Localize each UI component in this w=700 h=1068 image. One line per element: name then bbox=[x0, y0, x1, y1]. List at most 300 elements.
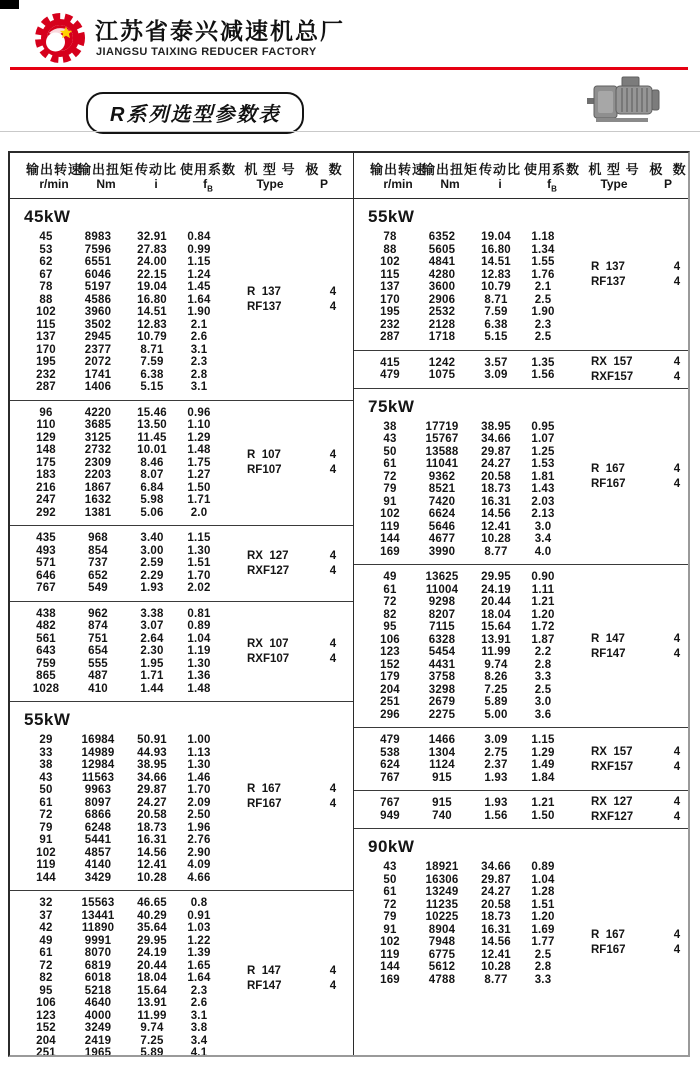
poles-unit: P bbox=[319, 177, 329, 191]
torque-unit: Nm bbox=[96, 177, 116, 191]
factor-cell: 0.81 bbox=[187, 607, 211, 620]
ratio-cell: 20.58 bbox=[481, 898, 511, 911]
factor-cell: 3.3 bbox=[534, 973, 552, 986]
factor-cell: 0.8 bbox=[190, 897, 208, 909]
factor-cell: 2.3 bbox=[534, 318, 552, 331]
torque-cell: 549 bbox=[88, 582, 108, 594]
speed-cell: 49 bbox=[383, 571, 397, 583]
speed-cell: 72 bbox=[39, 809, 53, 821]
factor-cell: 1.20 bbox=[531, 911, 555, 923]
ratio-cell: 5.00 bbox=[484, 708, 508, 721]
ratio-cell: 3.09 bbox=[484, 734, 508, 746]
speed-cell: 50 bbox=[39, 784, 53, 796]
type-label: R 107 bbox=[247, 449, 281, 462]
ratio-cell: 12.83 bbox=[137, 318, 167, 331]
ratio-cell: 1.56 bbox=[484, 809, 508, 822]
factor-cell: 1.28 bbox=[531, 886, 555, 898]
factor-cell: 4.0 bbox=[534, 545, 552, 558]
ratio-unit: i bbox=[154, 177, 158, 191]
ratio-cell: 2.59 bbox=[140, 557, 164, 569]
type-label: R 167 bbox=[591, 462, 625, 475]
type-label: RXF157 bbox=[591, 370, 634, 383]
torque-cell: 2679 bbox=[428, 696, 456, 708]
torque-cell: 15563 bbox=[81, 897, 115, 909]
ratio-cell: 7.59 bbox=[484, 306, 508, 318]
type-label: RX 127 bbox=[591, 796, 633, 808]
table-section bbox=[10, 525, 353, 601]
torque-cell: 15767 bbox=[425, 433, 459, 445]
speed-unit: r/min bbox=[383, 177, 413, 191]
factor-cell: 1.11 bbox=[531, 583, 555, 596]
speed-cell: 43 bbox=[383, 861, 397, 873]
poles-value: 4 bbox=[673, 745, 681, 758]
poles-value: 4 bbox=[329, 464, 337, 477]
type-line bbox=[247, 653, 340, 665]
torque-cell: 4857 bbox=[84, 846, 112, 859]
torque-cell: 4220 bbox=[84, 406, 112, 419]
factor-cell: 1.84 bbox=[531, 771, 555, 784]
type-label: RF167 bbox=[591, 943, 626, 956]
type-block bbox=[247, 602, 340, 702]
ratio-cell: 5.06 bbox=[140, 506, 164, 519]
type-label: R 147 bbox=[591, 632, 625, 645]
series-title-text: R系列选型参数表 bbox=[110, 104, 281, 126]
speed-cell: 79 bbox=[39, 821, 53, 834]
speed-cell: 561 bbox=[36, 632, 56, 645]
factor-cell: 1.53 bbox=[531, 458, 555, 470]
factor-cell: 1.43 bbox=[531, 483, 555, 495]
poles-header: 极 数 bbox=[649, 162, 687, 177]
ratio-cell: 16.31 bbox=[137, 834, 167, 846]
ratio-cell: 1.93 bbox=[484, 797, 508, 809]
column-header bbox=[10, 153, 353, 199]
speed-cell: 287 bbox=[380, 331, 400, 343]
speed-cell: 119 bbox=[380, 948, 400, 961]
table-column-left bbox=[10, 153, 354, 1055]
ratio-cell: 50.91 bbox=[137, 734, 167, 746]
table-section bbox=[354, 564, 688, 727]
speed-cell: 479 bbox=[380, 734, 400, 746]
ratio-cell: 5.98 bbox=[140, 494, 164, 506]
speed-cell: 72 bbox=[383, 470, 397, 483]
type-label: RF167 bbox=[247, 797, 282, 810]
speed-cell: 119 bbox=[380, 520, 400, 533]
ratio-cell: 10.01 bbox=[137, 444, 167, 456]
speed-cell: 119 bbox=[36, 859, 56, 871]
torque-cell: 1406 bbox=[84, 381, 112, 393]
type-label: RX 157 bbox=[591, 355, 633, 368]
factor-cell: 1.96 bbox=[187, 821, 211, 834]
speed-cell: 72 bbox=[383, 596, 397, 608]
speed-cell: 102 bbox=[380, 936, 400, 948]
factor-cell: 1.15 bbox=[187, 256, 211, 268]
factor-cell: 3.0 bbox=[534, 520, 552, 533]
speed-cell: 67 bbox=[39, 268, 53, 281]
factor-cell: 2.3 bbox=[190, 984, 208, 997]
speed-cell: 102 bbox=[36, 846, 56, 859]
factor-cell: 1.25 bbox=[531, 445, 555, 458]
factor-cell: 2.02 bbox=[187, 582, 211, 594]
type-block bbox=[591, 351, 684, 388]
torque-cell: 16984 bbox=[81, 734, 115, 746]
torque-cell: 1867 bbox=[84, 481, 112, 494]
speed-cell: 43 bbox=[39, 771, 53, 784]
type-line bbox=[247, 464, 340, 476]
poles-value: 4 bbox=[673, 370, 681, 383]
factor-cell: 2.09 bbox=[187, 796, 211, 809]
ratio-cell: 14.56 bbox=[137, 846, 167, 859]
factor-cell: 4.66 bbox=[187, 871, 211, 884]
speed-cell: 61 bbox=[39, 796, 53, 809]
speed-cell: 106 bbox=[380, 633, 400, 646]
table-section bbox=[354, 199, 688, 350]
torque-cell: 555 bbox=[88, 657, 108, 670]
torque-cell: 6866 bbox=[84, 809, 112, 821]
speed-cell: 148 bbox=[36, 444, 56, 456]
speed-cell: 42 bbox=[39, 922, 53, 934]
factor-cell: 0.84 bbox=[187, 231, 211, 243]
ratio-cell: 5.89 bbox=[140, 1047, 164, 1055]
factor-cell: 1.70 bbox=[187, 784, 211, 796]
ratio-cell: 29.95 bbox=[481, 571, 511, 583]
type-line bbox=[591, 944, 684, 956]
speed-cell: 102 bbox=[380, 256, 400, 268]
speed-cell: 115 bbox=[380, 268, 400, 281]
poles-value: 4 bbox=[329, 782, 337, 795]
ratio-cell: 6.38 bbox=[140, 368, 164, 381]
speed-cell: 45 bbox=[39, 231, 53, 243]
factor-cell: 1.48 bbox=[187, 444, 211, 456]
factor-cell: 1.19 bbox=[187, 645, 211, 657]
factor-cell: 1.55 bbox=[531, 256, 555, 268]
factor-cell: 1.46 bbox=[187, 771, 211, 784]
poles-unit: P bbox=[663, 177, 673, 191]
ratio-cell: 46.65 bbox=[137, 897, 167, 909]
ratio-cell: 24.27 bbox=[137, 796, 167, 809]
torque-cell: 7115 bbox=[429, 621, 455, 633]
torque-cell: 2309 bbox=[84, 456, 112, 469]
speed-cell: 88 bbox=[383, 243, 397, 256]
factor-cell: 1.90 bbox=[531, 306, 555, 318]
torque-cell: 751 bbox=[88, 632, 108, 645]
torque-cell: 915 bbox=[432, 797, 452, 809]
speed-cell: 78 bbox=[383, 231, 397, 243]
speed-cell: 95 bbox=[39, 984, 53, 997]
torque-cell: 6775 bbox=[428, 948, 456, 961]
factor-cell: 1.21 bbox=[531, 596, 555, 608]
speed-cell: 232 bbox=[380, 318, 400, 331]
ratio-cell: 3.40 bbox=[140, 532, 164, 544]
ratio-cell: 10.28 bbox=[481, 961, 511, 973]
type-block bbox=[247, 401, 340, 526]
torque-cell: 1632 bbox=[84, 494, 112, 506]
poles-value: 4 bbox=[329, 964, 337, 977]
speed-cell: 216 bbox=[36, 481, 56, 494]
factor-cell: 1.03 bbox=[187, 922, 211, 934]
ratio-cell: 27.83 bbox=[137, 243, 167, 256]
torque-cell: 6046 bbox=[84, 268, 112, 281]
type-label: RF107 bbox=[247, 464, 282, 477]
ratio-cell: 1.93 bbox=[140, 582, 164, 594]
torque-cell: 2419 bbox=[84, 1034, 112, 1047]
ratio-cell: 1.93 bbox=[484, 771, 508, 784]
torque-unit: Nm bbox=[440, 177, 460, 191]
factor-cell: 2.2 bbox=[534, 646, 552, 658]
speed-cell: 759 bbox=[36, 657, 56, 670]
series-title-badge bbox=[86, 92, 304, 134]
speed-cell: 296 bbox=[380, 708, 400, 721]
factor-cell: 0.99 bbox=[187, 243, 211, 256]
speed-cell: 110 bbox=[36, 419, 56, 431]
ratio-cell: 10.28 bbox=[481, 533, 511, 545]
ratio-cell: 14.56 bbox=[481, 936, 511, 948]
type-label: RX 157 bbox=[591, 745, 633, 758]
ratio-cell: 34.66 bbox=[481, 433, 511, 445]
factor-unit: $f_B$ bbox=[203, 177, 213, 194]
torque-cell: 13249 bbox=[425, 886, 459, 898]
factor-cell: 1.77 bbox=[531, 936, 555, 948]
type-label: RF167 bbox=[591, 477, 626, 490]
table-section bbox=[10, 199, 353, 400]
factor-cell: 3.0 bbox=[534, 696, 552, 708]
speed-cell: 493 bbox=[36, 544, 56, 557]
torque-cell: 6352 bbox=[428, 231, 456, 243]
ratio-cell: 5.15 bbox=[484, 331, 508, 343]
torque-cell: 7948 bbox=[428, 936, 456, 948]
speed-cell: 538 bbox=[380, 746, 400, 759]
torque-cell: 4431 bbox=[428, 658, 456, 671]
ratio-cell: 2.30 bbox=[140, 645, 164, 657]
speed-cell: 767 bbox=[380, 797, 400, 809]
ratio-cell: 6.84 bbox=[140, 481, 164, 494]
ratio-cell: 9.74 bbox=[140, 1022, 164, 1034]
speed-cell: 204 bbox=[36, 1034, 56, 1047]
factor-cell: 2.5 bbox=[534, 293, 552, 306]
ratio-cell: 19.04 bbox=[481, 231, 511, 243]
factor-cell: 1.50 bbox=[531, 809, 555, 822]
poles-value: 4 bbox=[329, 549, 337, 562]
factor-cell: 1.29 bbox=[531, 746, 555, 759]
poles-value: 4 bbox=[673, 928, 681, 941]
torque-cell: 2072 bbox=[84, 356, 112, 368]
type-label: RF147 bbox=[591, 647, 626, 660]
torque-cell: 16306 bbox=[425, 873, 459, 886]
speed-cell: 170 bbox=[36, 343, 56, 356]
ratio-cell: 18.04 bbox=[137, 972, 167, 984]
torque-cell: 740 bbox=[432, 809, 452, 822]
torque-cell: 4000 bbox=[84, 1009, 112, 1022]
table-section bbox=[10, 400, 353, 526]
poles-value: 4 bbox=[673, 275, 681, 288]
speed-cell: 292 bbox=[36, 506, 56, 519]
power-heading: 90kW bbox=[368, 837, 415, 856]
torque-cell: 6819 bbox=[84, 959, 112, 972]
poles-value: 4 bbox=[329, 300, 337, 313]
ratio-cell: 38.95 bbox=[481, 420, 511, 433]
factor-cell: 2.5 bbox=[534, 948, 552, 961]
speed-cell: 91 bbox=[39, 834, 53, 846]
ratio-unit: i bbox=[498, 177, 502, 191]
ratio-cell: 24.27 bbox=[481, 458, 511, 470]
ratio-cell: 16.80 bbox=[137, 293, 167, 306]
speed-cell: 865 bbox=[36, 670, 56, 682]
speed-cell: 435 bbox=[36, 532, 56, 544]
speed-cell: 144 bbox=[380, 533, 400, 545]
speed-cell: 251 bbox=[380, 696, 400, 708]
type-label: R 137 bbox=[591, 260, 625, 273]
torque-cell: 1304 bbox=[428, 746, 456, 759]
ratio-cell: 8.46 bbox=[140, 456, 164, 469]
speed-cell: 183 bbox=[36, 469, 56, 481]
table-column-right bbox=[354, 153, 688, 1055]
ratio-cell: 10.79 bbox=[481, 281, 511, 293]
type-line bbox=[247, 965, 340, 977]
speed-cell: 137 bbox=[36, 331, 56, 343]
type-block bbox=[247, 891, 340, 1055]
ratio-cell: 8.77 bbox=[484, 973, 508, 986]
ratio-cell: 14.51 bbox=[481, 256, 511, 268]
type-line bbox=[591, 356, 684, 368]
speed-cell: 82 bbox=[39, 972, 53, 984]
type-line bbox=[247, 550, 340, 562]
torque-cell: 1075 bbox=[428, 369, 456, 381]
torque-cell: 9963 bbox=[84, 784, 112, 796]
type-label: RF137 bbox=[247, 300, 282, 313]
speed-cell: 482 bbox=[36, 620, 56, 632]
factor-cell: 0.96 bbox=[187, 406, 211, 419]
torque-cell: 5646 bbox=[428, 520, 456, 533]
torque-cell: 3758 bbox=[428, 671, 456, 683]
ratio-cell: 11.99 bbox=[137, 1009, 167, 1022]
type-line bbox=[591, 929, 684, 941]
speed-header: 输出转速 bbox=[369, 162, 427, 177]
speed-cell: 72 bbox=[39, 959, 53, 972]
factor-cell: 2.76 bbox=[187, 834, 211, 846]
ratio-cell: 11.99 bbox=[481, 646, 511, 658]
torque-cell: 9362 bbox=[428, 470, 456, 483]
ratio-cell: 12.83 bbox=[481, 268, 511, 281]
table-section bbox=[354, 828, 688, 1055]
factor-cell: 1.30 bbox=[187, 759, 211, 771]
ratio-cell: 29.87 bbox=[137, 784, 167, 796]
factor-cell: 1.15 bbox=[187, 532, 211, 544]
type-label: RF137 bbox=[591, 275, 626, 288]
type-line bbox=[591, 371, 684, 383]
speed-cell: 38 bbox=[383, 420, 397, 433]
company-name-cn: 江苏省泰兴减速机总厂 bbox=[95, 18, 345, 44]
factor-cell: 2.03 bbox=[531, 495, 555, 508]
torque-cell: 11890 bbox=[81, 922, 115, 934]
poles-value: 4 bbox=[329, 979, 337, 992]
factor-cell: 0.95 bbox=[531, 420, 555, 433]
speed-cell: 79 bbox=[383, 483, 397, 495]
ratio-cell: 8.26 bbox=[484, 671, 508, 683]
torque-cell: 3298 bbox=[428, 683, 456, 696]
type-label: RXF107 bbox=[247, 652, 290, 665]
ratio-header: 传动比 bbox=[478, 162, 522, 177]
selection-parameter-tables bbox=[8, 151, 690, 1057]
ratio-cell: 3.09 bbox=[484, 369, 508, 381]
type-line bbox=[591, 463, 684, 475]
factor-cell: 1.04 bbox=[187, 632, 211, 645]
factor-cell: 0.90 bbox=[531, 571, 555, 583]
torque-cell: 4586 bbox=[84, 293, 112, 306]
factor-cell: 1.90 bbox=[187, 306, 211, 318]
factor-cell: 2.50 bbox=[187, 809, 211, 821]
ratio-cell: 19.04 bbox=[137, 281, 167, 293]
factor-cell: 4.1 bbox=[190, 1047, 208, 1055]
type-line bbox=[591, 276, 684, 288]
table-section bbox=[10, 601, 353, 702]
factor-cell: 1.34 bbox=[531, 243, 555, 256]
speed-cell: 251 bbox=[36, 1047, 56, 1055]
poles-value: 4 bbox=[329, 449, 337, 462]
poles-value: 4 bbox=[673, 260, 681, 273]
ratio-cell: 29.95 bbox=[137, 934, 167, 947]
torque-cell: 6551 bbox=[84, 256, 112, 268]
factor-cell: 1.29 bbox=[187, 431, 211, 444]
type-unit: Type bbox=[600, 177, 628, 191]
speed-cell: 49 bbox=[39, 934, 53, 947]
torque-cell: 2203 bbox=[84, 469, 112, 481]
torque-cell: 3502 bbox=[84, 318, 112, 331]
speed-cell: 643 bbox=[36, 645, 56, 657]
speed-cell: 106 bbox=[36, 997, 56, 1009]
ratio-cell: 16.80 bbox=[481, 243, 511, 256]
factor-cell: 2.5 bbox=[534, 331, 552, 343]
torque-cell: 4640 bbox=[84, 997, 112, 1009]
column-header bbox=[354, 153, 688, 199]
ratio-cell: 15.46 bbox=[137, 406, 167, 419]
speed-cell: 767 bbox=[380, 771, 400, 784]
ratio-header: 传动比 bbox=[134, 162, 178, 177]
speed-cell: 91 bbox=[383, 495, 397, 508]
factor-cell: 1.81 bbox=[531, 470, 555, 483]
torque-cell: 968 bbox=[88, 532, 108, 544]
factor-unit-subscript: B bbox=[207, 184, 213, 194]
ratio-cell: 14.56 bbox=[481, 508, 511, 520]
factor-cell: 1.27 bbox=[187, 469, 211, 481]
ratio-cell: 12.41 bbox=[481, 520, 511, 533]
type-line bbox=[591, 796, 684, 808]
ratio-cell: 13.91 bbox=[137, 997, 167, 1009]
ratio-cell: 2.37 bbox=[484, 759, 508, 771]
torque-cell: 13625 bbox=[425, 571, 459, 583]
factor-header: 使用系数 bbox=[523, 162, 581, 177]
type-line bbox=[591, 478, 684, 490]
torque-cell: 874 bbox=[88, 620, 108, 632]
factor-cell: 1.70 bbox=[187, 569, 211, 582]
type-block bbox=[591, 829, 684, 1055]
factor-cell: 3.1 bbox=[190, 381, 208, 393]
torque-cell: 13588 bbox=[425, 445, 459, 458]
ratio-cell: 20.58 bbox=[481, 470, 511, 483]
ratio-cell: 2.29 bbox=[140, 569, 164, 582]
ratio-cell: 34.66 bbox=[481, 861, 511, 873]
torque-cell: 2275 bbox=[428, 708, 456, 721]
type-label: R 137 bbox=[247, 285, 281, 298]
power-heading: 55kW bbox=[368, 207, 415, 226]
torque-cell: 410 bbox=[88, 682, 108, 695]
type-line bbox=[247, 783, 340, 795]
factor-cell: 3.4 bbox=[190, 1034, 208, 1047]
torque-cell: 854 bbox=[88, 544, 108, 557]
speed-cell: 32 bbox=[39, 897, 53, 909]
speed-cell: 123 bbox=[380, 646, 400, 658]
factor-cell: 0.91 bbox=[187, 909, 211, 922]
speed-cell: 195 bbox=[36, 356, 56, 368]
factor-cell: 1.87 bbox=[531, 633, 555, 646]
